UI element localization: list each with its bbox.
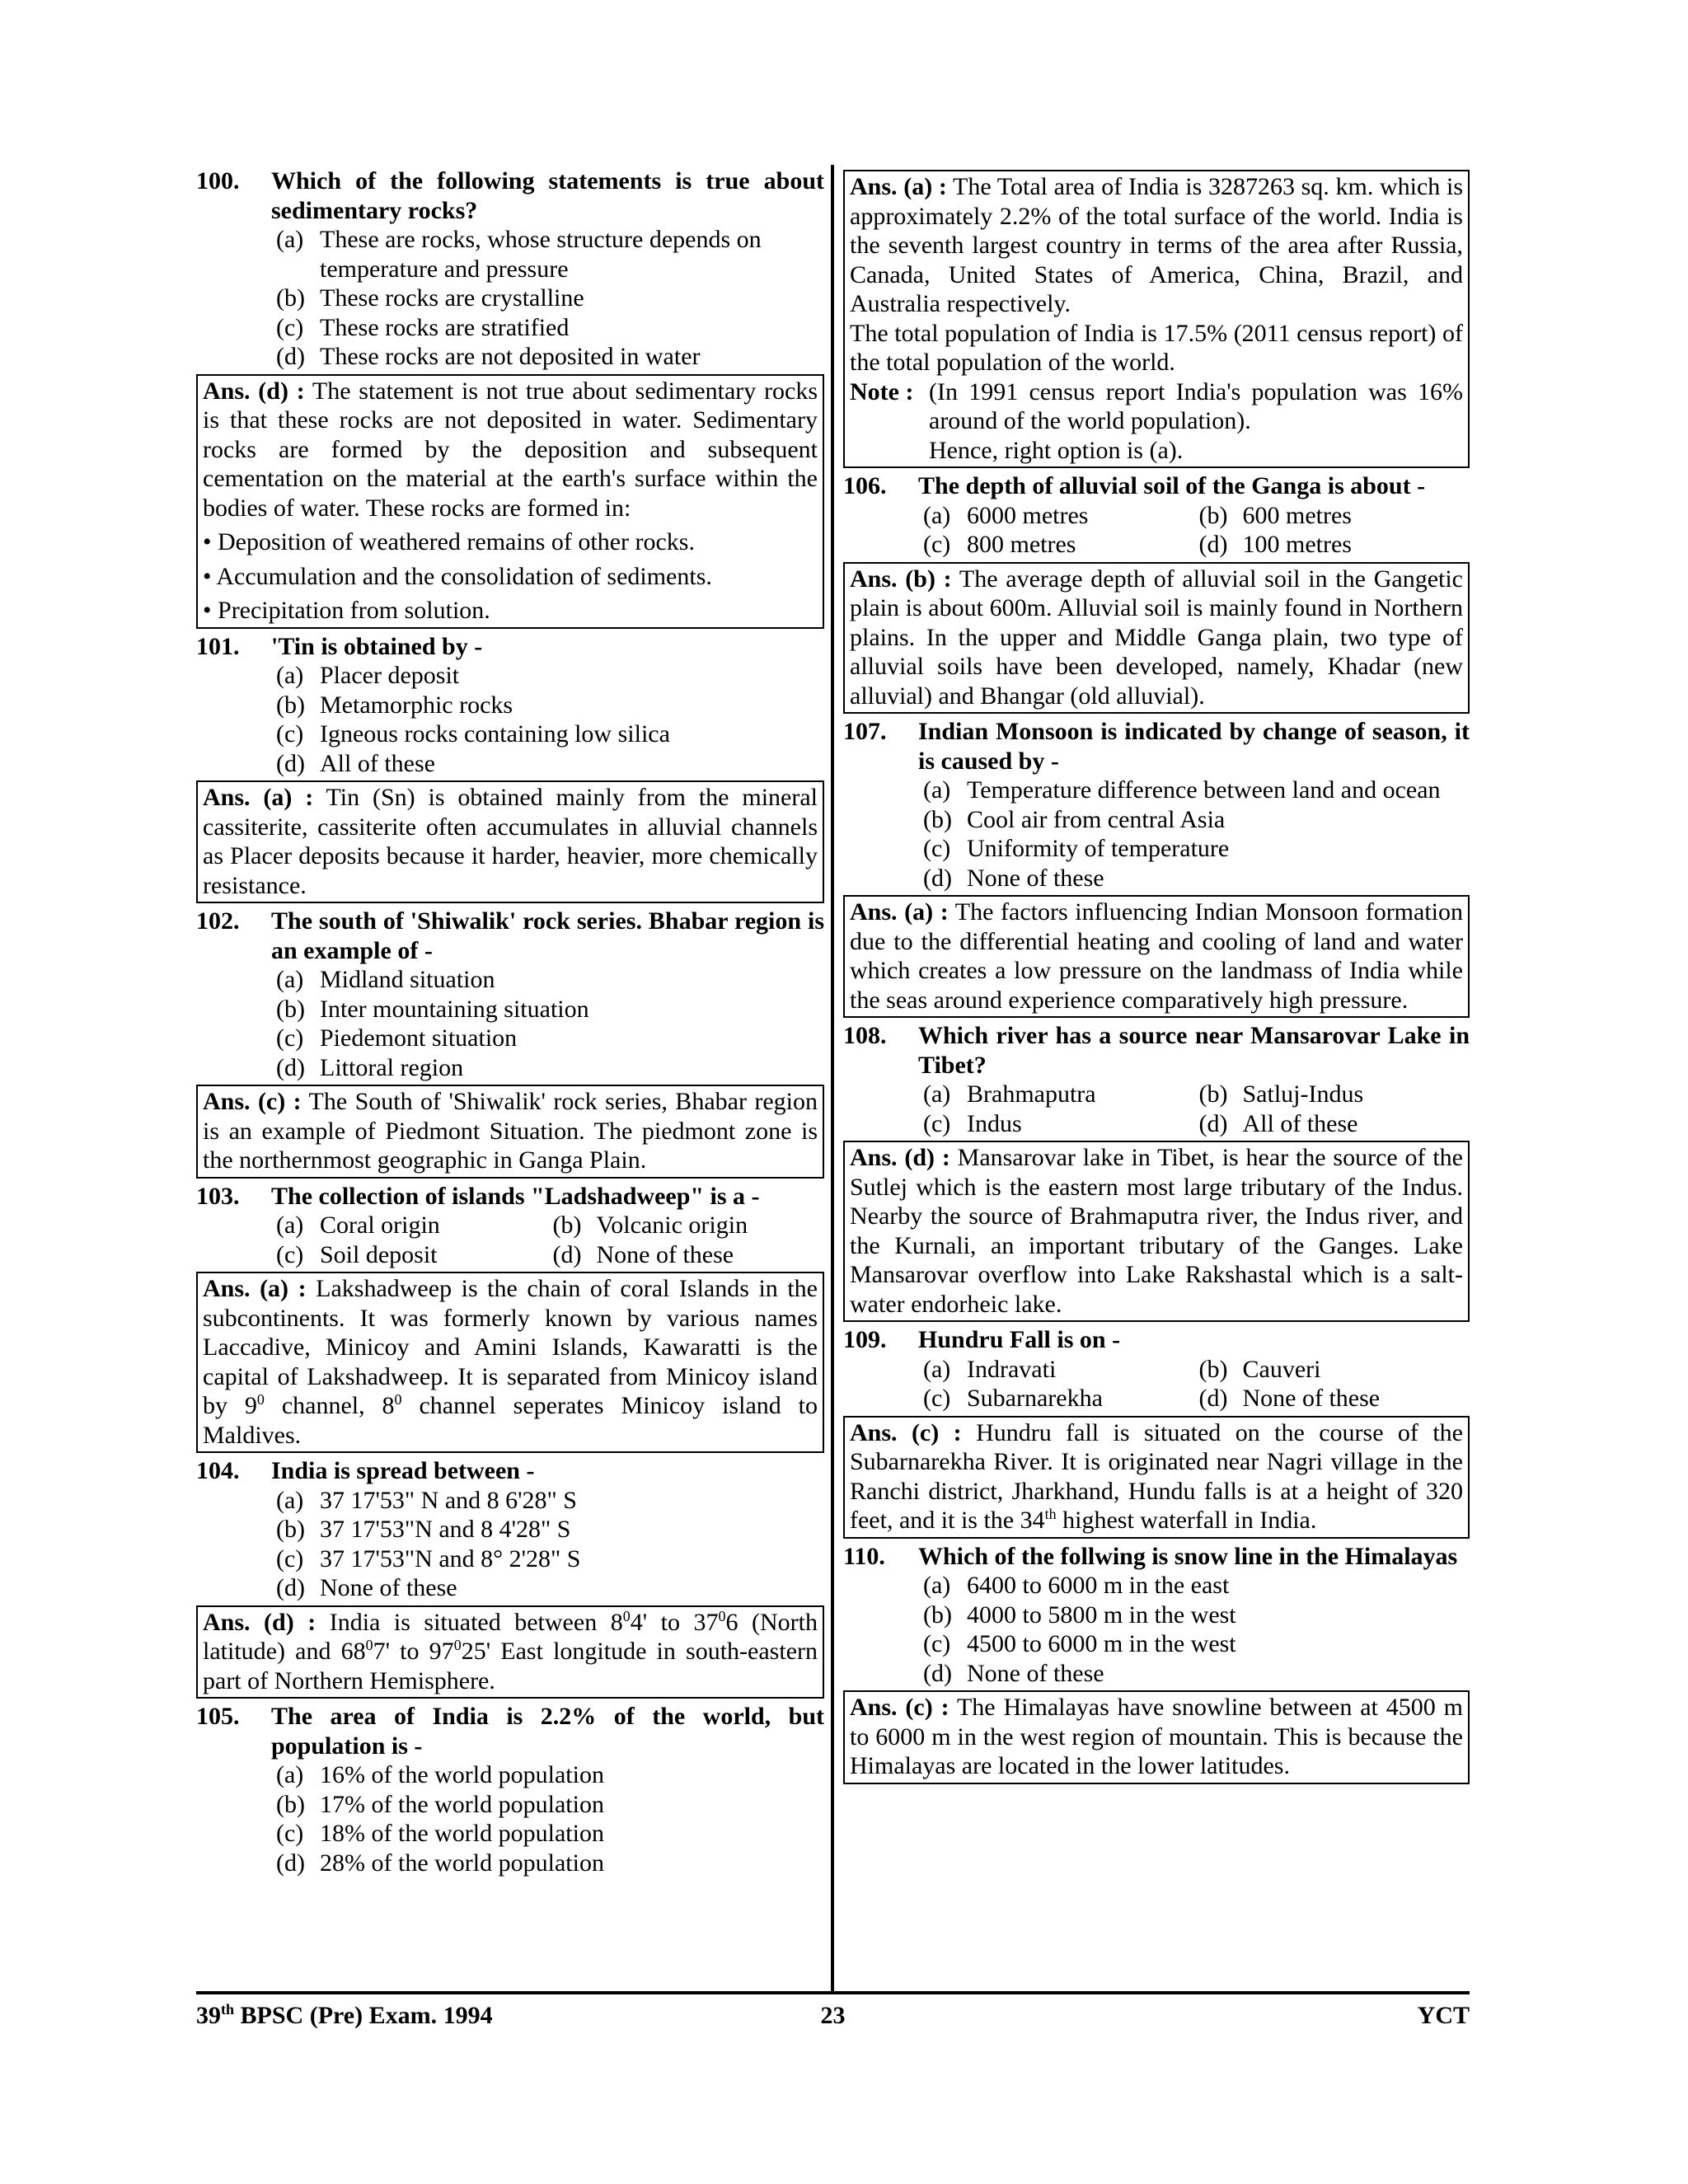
options-104 bbox=[271, 1486, 824, 1603]
answer-text: Tin (Sn) is obtained mainly from the mineral cassiterite, cassiterite often accumulates in alluvial channels as Placer deposits because it harder, heavier, more chemically resistance. bbox=[203, 784, 818, 899]
exam-title: 39th BPSC (Pre) Exam. 1994 bbox=[196, 2001, 493, 2029]
option: (d) All of these bbox=[1198, 1109, 1358, 1137]
question-number: 109. bbox=[843, 1326, 887, 1353]
option: (d) All of these bbox=[276, 749, 435, 777]
note bbox=[850, 377, 1463, 466]
answer-label: Ans. (a) : bbox=[203, 1275, 307, 1302]
answer-text: The statement is not true about sedimentary rocks is that these rocks are not deposited in water. Sedimentary rocks are formed by the deposition and subsequent cementation on the material at the earth's surface within the bodies of water. These rocks are formed in: bbox=[203, 377, 818, 522]
bullet-item: • Accumulation and the consolidation of sediments. bbox=[203, 562, 712, 590]
options-109 bbox=[918, 1355, 1470, 1413]
answer-text: The Himalayas have snowline between at 4500 m to 6000 m in the west region of mountain. This is because the Himalayas are located in the lower latitudes. bbox=[850, 1694, 1463, 1779]
question-number: 100. bbox=[196, 167, 240, 194]
answer-label: Ans. (a) : bbox=[850, 898, 949, 926]
option: (b) These rocks are crystalline bbox=[276, 284, 584, 312]
option: (a) Temperature difference between land and ocean bbox=[923, 776, 1441, 804]
options-102 bbox=[271, 965, 824, 1082]
option: (a) Placer deposit bbox=[276, 662, 460, 689]
answer-text: The Total area of India is 3287263 sq. km. which is approximately 2.2% of the total surface of the world. India is the seventh largest country in terms of the area after Russia, Canada, United States of America, China, Brazil, and Australia respectively. bbox=[850, 173, 1463, 317]
question-106 bbox=[843, 471, 1470, 501]
answer-box-101 bbox=[196, 780, 824, 903]
answer-text: India is situated between 8 bbox=[329, 1608, 623, 1636]
option: (b) Metamorphic rocks bbox=[276, 691, 513, 719]
answer-box-103 bbox=[196, 1272, 824, 1453]
answer-label: Ans. (a) : bbox=[850, 173, 947, 200]
option: (c) Subarnarekha bbox=[923, 1385, 1103, 1412]
option: (c) Igneous rocks containing low silica bbox=[276, 720, 670, 748]
answer-text: 4' to 37 bbox=[630, 1608, 719, 1636]
question-text: India is spread between - bbox=[271, 1457, 535, 1484]
answer-text: Mansarovar lake in Tibet, is hear the source of the Sutlej which is the eastern most large tributary of the Indus. Nearby the source of Brahmaputra river, the Indus river, and the Kurnali, an important tributary of the Ganges. Lake Mansarovar overflow into Lake Rakshastal which is a salt-water endorheic lake. bbox=[850, 1144, 1463, 1318]
question-number: 107. bbox=[843, 718, 887, 745]
question-104 bbox=[196, 1456, 824, 1486]
option: (d) 100 metres bbox=[1198, 531, 1352, 558]
answer-label: Ans. (d) : bbox=[203, 377, 305, 405]
answer-text: channel, 8 bbox=[264, 1392, 395, 1419]
question-number: 106. bbox=[843, 472, 887, 499]
option: (a) 6000 metres bbox=[923, 501, 1089, 529]
question-text: Which river has a source near Mansarovar Lake in Tibet? bbox=[918, 1022, 1470, 1079]
answer-label: Ans. (d) : bbox=[203, 1608, 316, 1636]
question-text: The collection of islands "Ladshadweep" is a - bbox=[271, 1182, 760, 1210]
option: (a) Brahmaputra bbox=[923, 1080, 1096, 1108]
option: (b) Cauveri bbox=[1198, 1355, 1321, 1383]
bullet-item: • Deposition of weathered remains of other rocks. bbox=[203, 528, 695, 555]
question-text: 'Tin is obtained by - bbox=[271, 632, 483, 660]
answer-text: Lakshadweep is the chain of coral Islands in the subcontinents. It was formerly known by various names Laccadive, Minicoy and Amini Islands, Kawaratti is the capital of Lakshadweep. It is separated from Minicoy island by 9 bbox=[203, 1275, 818, 1419]
option: (c) 4500 to 6000 m in the west bbox=[923, 1630, 1236, 1657]
option: (c) Soil deposit bbox=[276, 1240, 438, 1268]
option: (b) Satluj-Indus bbox=[1198, 1080, 1364, 1108]
question-109 bbox=[843, 1325, 1470, 1355]
footer-rule bbox=[196, 1991, 1470, 1994]
answer-box-102 bbox=[196, 1085, 824, 1179]
question-108 bbox=[843, 1021, 1470, 1080]
superscript: 0 bbox=[622, 1607, 631, 1624]
options-101 bbox=[271, 661, 824, 778]
option: (c) Piedemont situation bbox=[276, 1024, 518, 1052]
bullet-item: • Precipitation from solution. bbox=[203, 597, 490, 624]
question-text: The area of India is 2.2% of the world, but population is - bbox=[271, 1703, 824, 1760]
options-103 bbox=[271, 1211, 824, 1269]
options-106 bbox=[918, 501, 1470, 560]
page-number: 23 bbox=[820, 2002, 846, 2029]
superscript: 0 bbox=[365, 1637, 373, 1653]
question-number: 103. bbox=[196, 1182, 240, 1210]
options-107 bbox=[918, 776, 1470, 893]
question-number: 102. bbox=[196, 907, 240, 935]
page-footer bbox=[196, 2001, 1470, 2034]
question-110 bbox=[843, 1542, 1470, 1572]
superscript: 0 bbox=[394, 1391, 402, 1408]
note-text: (In 1991 census report India's population was 16% around of the world population). Hence, right option is (a). bbox=[929, 377, 1463, 464]
option: (b) Volcanic origin bbox=[552, 1212, 748, 1239]
option: (a) Indravati bbox=[923, 1355, 1057, 1383]
option: (d) None of these bbox=[1198, 1385, 1381, 1412]
question-102 bbox=[196, 907, 824, 965]
left-column bbox=[196, 165, 824, 1877]
answer-label: Ans. (a) : bbox=[203, 784, 314, 811]
superscript: th bbox=[1044, 1506, 1057, 1522]
answer-box-106 bbox=[843, 562, 1470, 715]
option: (c) These rocks are stratified bbox=[276, 313, 570, 341]
option: (a) 16% of the world population bbox=[276, 1761, 604, 1788]
option: (a) 6400 to 6000 m in the east bbox=[923, 1572, 1230, 1599]
option: (d) 28% of the world population bbox=[276, 1849, 604, 1877]
answer-text: 6 (North latitude) and 68 bbox=[203, 1608, 818, 1665]
superscript: 0 bbox=[256, 1391, 265, 1408]
option: (d) None of these bbox=[923, 1659, 1104, 1687]
option: (b) 4000 to 5800 m in the west bbox=[923, 1601, 1236, 1629]
answer-label: Ans. (b) : bbox=[850, 565, 952, 593]
options-105 bbox=[271, 1760, 824, 1877]
answer-label: Ans. (c) : bbox=[203, 1088, 302, 1115]
option: (a) Coral origin bbox=[276, 1212, 440, 1239]
option: (c) Uniformity of temperature bbox=[923, 835, 1230, 862]
answer-box-110 bbox=[843, 1690, 1470, 1784]
answer-text: The South of 'Shiwalik' rock series, Bhabar region is an example of Piedmont Situation. The piedmont zone is the northernmost geographic in Ganga Plain. bbox=[203, 1088, 818, 1174]
options-100 bbox=[271, 225, 824, 372]
question-text: Indian Monsoon is indicated by change of season, it is caused by - bbox=[918, 718, 1470, 775]
question-103 bbox=[196, 1182, 824, 1212]
answer-text: 25' East longitude in south-eastern part of Northern Hemisphere. bbox=[203, 1638, 818, 1694]
question-text: Hundru Fall is on - bbox=[918, 1326, 1121, 1353]
option: (c) 800 metres bbox=[923, 531, 1076, 558]
option: (b) Cool air from central Asia bbox=[923, 805, 1226, 833]
answer-text: Hundru fall is situated on the course of the Subarnarekha River. It is originated near Nagri village in the Ranchi district, Jharkhand, Hundu falls is at a height of 320 feet, and it is the 34 bbox=[850, 1418, 1463, 1534]
answer-box-107 bbox=[843, 895, 1470, 1018]
option: (c) 37 17'53"N and 8° 2'28" S bbox=[276, 1544, 581, 1572]
option: (d) None of these bbox=[923, 864, 1104, 892]
answer-text: highest waterfall in India. bbox=[1056, 1507, 1317, 1534]
answer-box-100 bbox=[196, 374, 824, 629]
option: (d) Littoral region bbox=[276, 1053, 464, 1081]
note-label: Note : bbox=[850, 377, 914, 405]
publisher-name: YCT bbox=[1417, 2002, 1470, 2029]
answer-label: Ans. (c) : bbox=[850, 1418, 962, 1446]
question-100 bbox=[196, 166, 824, 225]
question-105 bbox=[196, 1702, 824, 1760]
option: (a) 37 17'53" N and 8 6'28" S bbox=[276, 1486, 577, 1514]
option: (b) 600 metres bbox=[1198, 501, 1352, 529]
answer-box-108 bbox=[843, 1141, 1470, 1322]
question-107 bbox=[843, 717, 1470, 776]
question-text: Which of the follwing is snow line in the Himalayas bbox=[918, 1542, 1458, 1570]
option: (d) These rocks are not deposited in water bbox=[276, 343, 701, 370]
question-101 bbox=[196, 632, 824, 662]
question-text: Which of the following statements is true about sedimentary rocks? bbox=[271, 167, 824, 224]
answer-box-105 bbox=[843, 170, 1470, 468]
option: (b) 17% of the world population bbox=[276, 1790, 604, 1818]
right-column bbox=[843, 165, 1470, 1788]
option: (b) Inter mountaining situation bbox=[276, 995, 589, 1023]
answer-text: The average depth of alluvial soil in the Gangetic plain is about 600m. Alluvial soil is mainly found in Northern plains. In the upper and Middle Ganga plain, two type of alluvial soils have been developed, namely, Khadar (new alluvial) and Bhangar (old alluvial). bbox=[850, 565, 1463, 710]
question-text: The south of 'Shiwalik' rock series. Bhabar region is an example of - bbox=[271, 907, 824, 964]
superscript: 0 bbox=[718, 1607, 726, 1624]
question-number: 104. bbox=[196, 1457, 240, 1484]
answer-label: Ans. (c) : bbox=[850, 1694, 950, 1721]
column-divider bbox=[831, 165, 834, 1991]
answer-text: The factors influencing Indian Monsoon formation due to the differential heating and cooling of land and water which creates a low pressure on the landmass of India while the seas around experience comparatively high pressure. bbox=[850, 898, 1464, 1014]
answer-text: The total population of India is 17.5% (2011 census report) of the total population of the world. bbox=[850, 319, 1463, 376]
answer-text: 7' to 97 bbox=[373, 1638, 454, 1665]
answer-label: Ans. (d) : bbox=[850, 1144, 950, 1171]
option: (a) Midland situation bbox=[276, 966, 495, 993]
option: (a) These are rocks, whose structure depends on temperature and pressure bbox=[276, 226, 762, 283]
question-number: 101. bbox=[196, 632, 240, 660]
question-number: 110. bbox=[843, 1542, 885, 1570]
answer-text: channel seperates Minicoy island to Maldives. bbox=[203, 1392, 818, 1449]
question-number: 108. bbox=[843, 1022, 887, 1049]
option: (d) None of these bbox=[276, 1574, 457, 1601]
option: (c) Indus bbox=[923, 1109, 1022, 1137]
superscript: th bbox=[221, 2001, 235, 2018]
answer-box-104 bbox=[196, 1605, 824, 1699]
option: (d) None of these bbox=[552, 1240, 734, 1268]
question-number: 105. bbox=[196, 1703, 240, 1730]
option: (c) 18% of the world population bbox=[276, 1820, 604, 1847]
option: (b) 37 17'53"N and 8 4'28" S bbox=[276, 1516, 571, 1543]
options-110 bbox=[918, 1571, 1470, 1688]
answer-box-109 bbox=[843, 1416, 1470, 1539]
question-text: The depth of alluvial soil of the Ganga is about - bbox=[918, 472, 1426, 499]
options-108 bbox=[918, 1080, 1470, 1138]
superscript: 0 bbox=[453, 1637, 462, 1653]
